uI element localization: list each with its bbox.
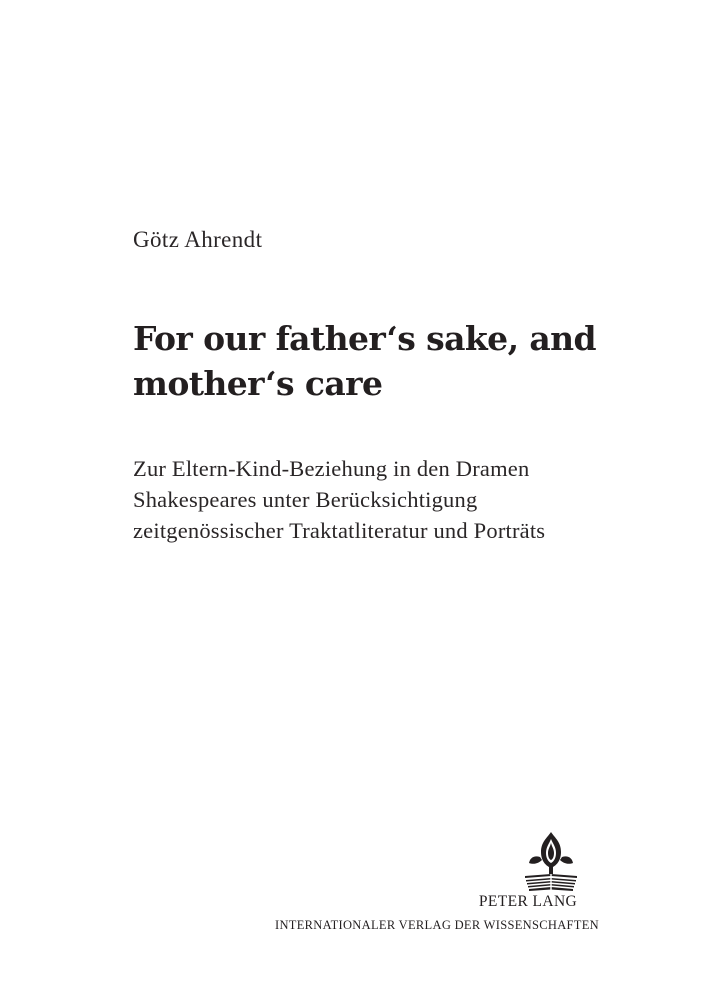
subtitle-line-2: Shakespeares unter Berücksichtigung [133, 487, 478, 512]
book-title [133, 316, 673, 406]
peter-lang-tree-book-logo-icon [521, 830, 581, 894]
subtitle-line-1: Zur Eltern-Kind-Beziehung in den Dramen [133, 456, 530, 481]
title-line-2: mother‘s care [133, 364, 383, 403]
book-subtitle [133, 453, 673, 546]
author-name: Götz Ahrendt [133, 227, 263, 252]
publisher-name: PETER LANG [478, 893, 578, 910]
publisher-imprint: INTERNATIONALER VERLAG DER WISSENSCHAFTEN [275, 918, 599, 932]
title-line-1: For our father‘s sake, and [133, 319, 596, 358]
subtitle-line-3: zeitgenössischer Traktatliteratur und Porträts [133, 518, 546, 543]
